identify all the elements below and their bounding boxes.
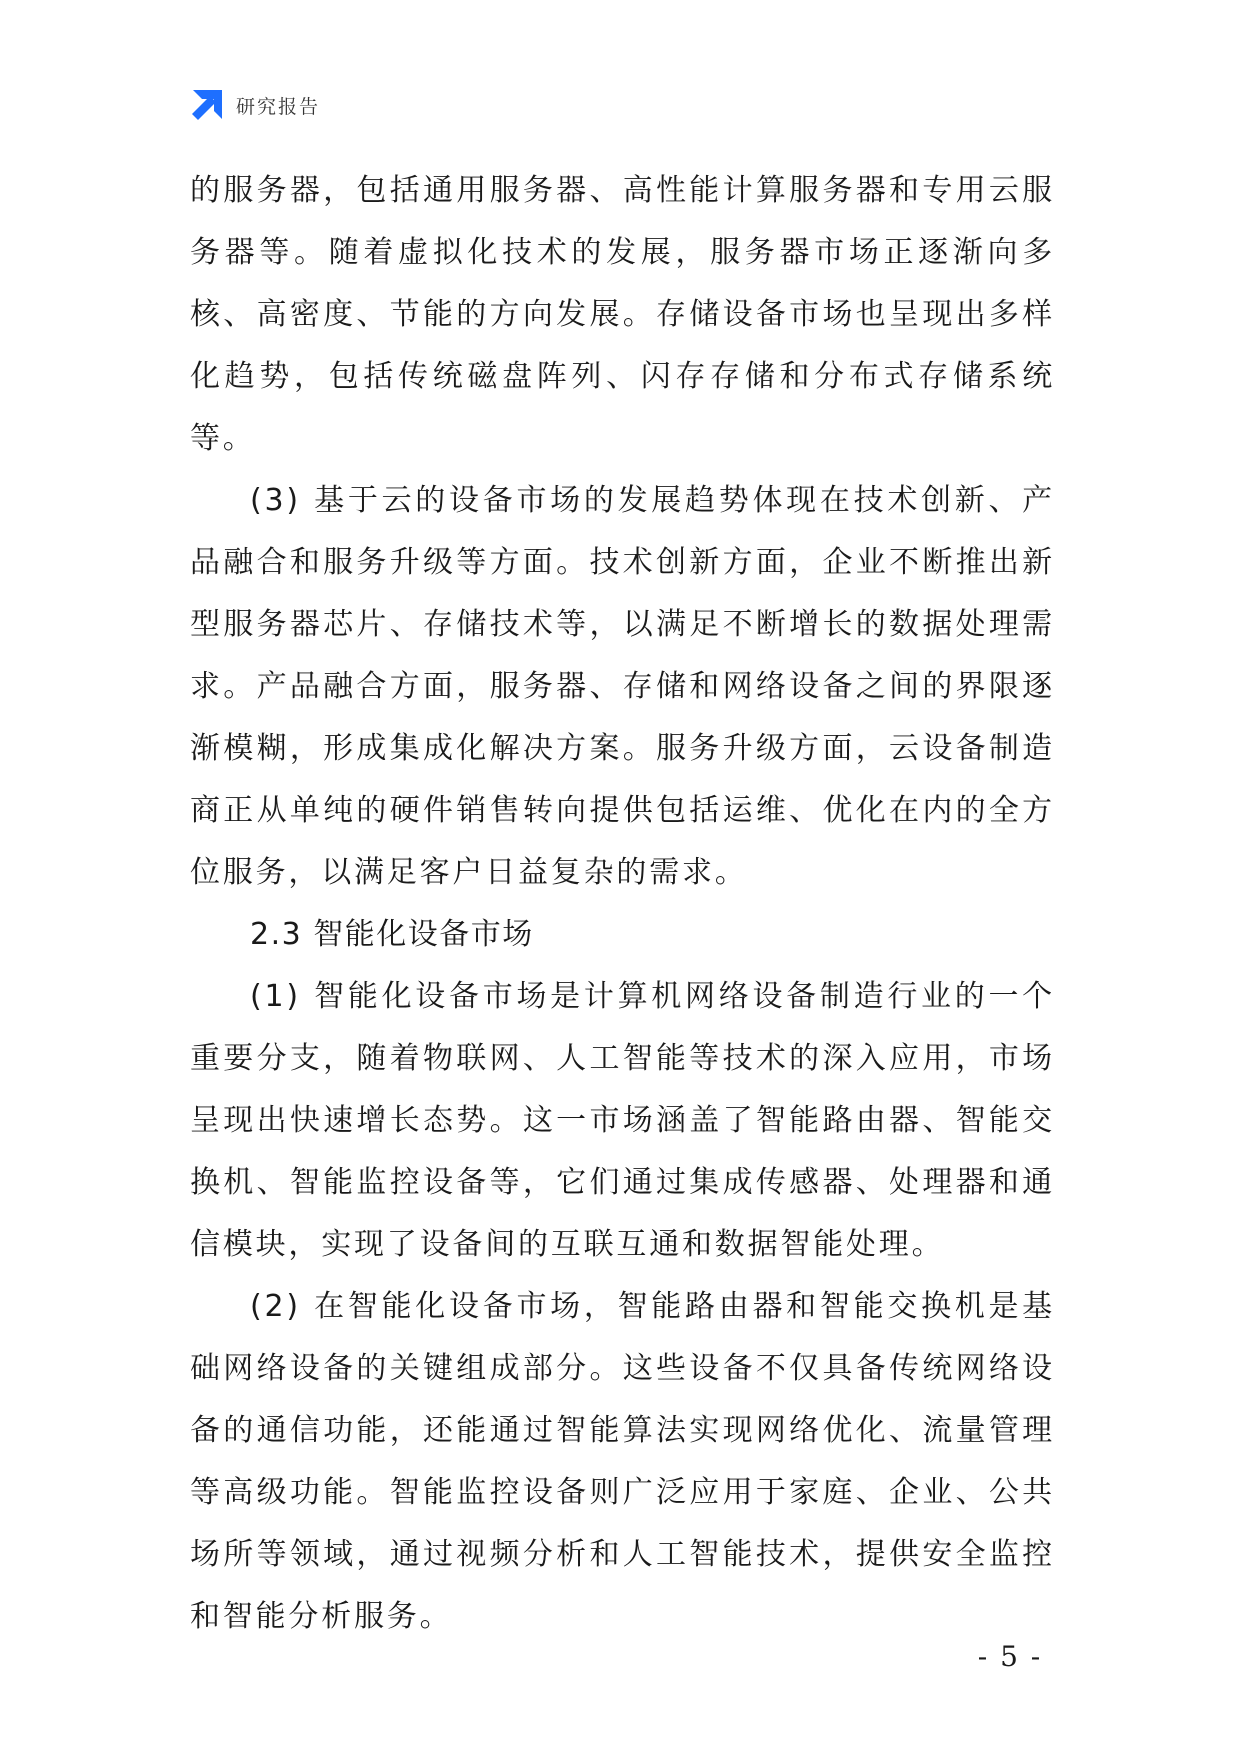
document-body — [190, 160, 1055, 1648]
paragraph-continuation: 的服务器，包括通用服务器、高性能计算服务器和专用云服务器等。随着虚拟化技术的发展，服务器市场正逐渐向多核、高密度、节能的方向发展。存储设备市场也呈现出多样化趋势，包括传统磁盘阵列、闪存存储和分布式存储系统等。 — [190, 173, 1055, 456]
paragraph-smart-market-2: (2) 在智能化设备市场，智能路由器和智能交换机是基础网络设备的关键组成部分。这些设备不仅具备传统网络设备的通信功能，还能通过智能算法实现网络优化、流量管理等高级功能。智能监控设备则广泛应用于家庭、企业、公共场所等领域，通过视频分析和人工智能技术，提供安全监控和智能分析服务。 — [190, 1289, 1055, 1634]
page-number: - 5 - — [977, 1640, 1043, 1673]
paragraph-smart-market-1: (1) 智能化设备市场是计算机网络设备制造行业的一个重要分支，随着物联网、人工智能等技术的深入应用，市场呈现出快速增长态势。这一市场涵盖了智能路由器、智能交换机、智能监控设备等，它们通过集成传感器、处理器和通信模块，实现了设备间的互联互通和数据智能处理。 — [190, 979, 1055, 1262]
paragraph-cloud-trends: (3) 基于云的设备市场的发展趋势体现在技术创新、产品融合和服务升级等方面。技术创新方面，企业不断推出新型服务器芯片、存储技术等，以满足不断增长的数据处理需求。产品融合方面，服务器、存储和网络设备之间的界限逐渐模糊，形成集成化解决方案。服务升级方面，云设备制造商正从单纯的硬件销售转向提供包括运维、优化在内的全方位服务，以满足客户日益复杂的需求。 — [190, 483, 1055, 890]
header-title: 研究报告 — [236, 95, 321, 118]
page-header — [190, 88, 320, 122]
arrow-up-right-icon — [190, 88, 224, 122]
section-heading-2-3: 2.3 智能化设备市场 — [250, 917, 534, 952]
